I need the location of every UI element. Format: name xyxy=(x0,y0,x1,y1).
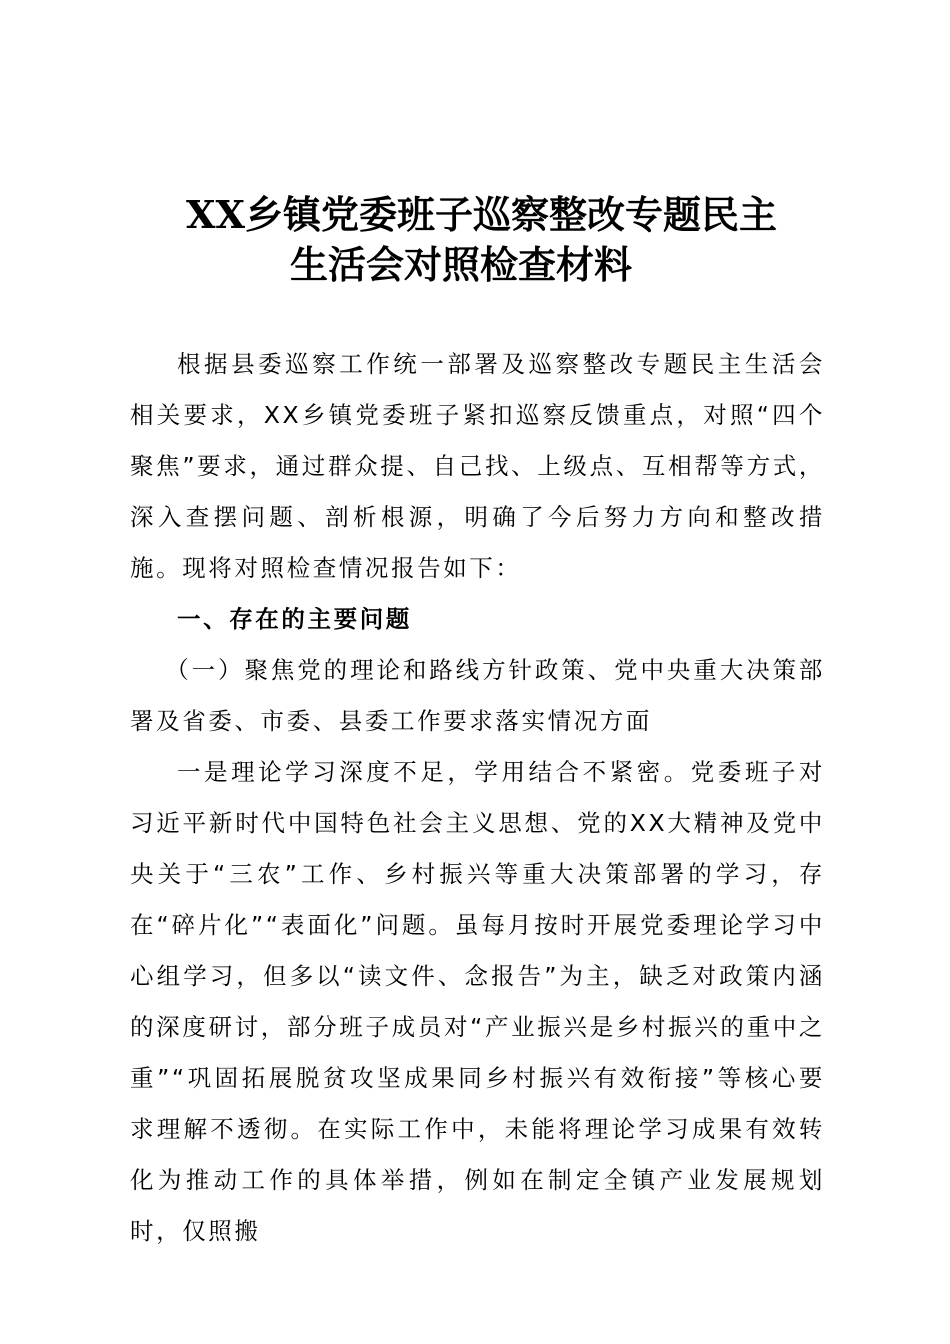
title-line-2: 生活会对照检查材料 xyxy=(290,242,633,287)
document-title xyxy=(130,190,830,290)
intro-paragraph: 根据县委巡察工作统一部署及巡察整改专题民主生活会相关要求，XX乡镇党委班子紧扣巡察反馈重点，对照“四个聚焦”要求，通过群众提、自己找、上级点、互相帮等方式，深入查摆问题、剖析根源，明确了今后努力方向和整改措施。现将对照检查情况报告如下： xyxy=(130,350,825,582)
title-line-1: XX乡镇党委班子巡察整改专题民主 xyxy=(186,192,777,237)
section-heading-main-problems: 一、存在的主要问题 xyxy=(177,605,412,633)
point-1-paragraph: 一是理论学习深度不足，学用结合不紧密。党委班子对习近平新时代中国特色社会主义思想、党的XX大精神及党中央关于“三农”工作、乡村振兴等重大决策部署的学习，存在“碎片化”“表面化”问题。虽每月按时开展党委理论学习中心组学习，但多以“读文件、念报告”为主，缺乏对政策内涵的深度研讨，部分班子成员对“产业振兴是乡村振兴的重中之重”“巩固拓展脱贫攻坚成果同乡村振兴有效衔接”等核心要求理解不透彻。在实际工作中，未能将理论学习成果有效转化为推动工作的具体举措，例如在制定全镇产业发展规划时，仅照搬 xyxy=(130,758,825,1245)
subsection-heading-1: （一）聚焦党的理论和路线方针政策、党中央重大决策部署及省委、市委、县委工作要求落实情况方面 xyxy=(130,656,825,735)
document-body xyxy=(130,339,825,1257)
